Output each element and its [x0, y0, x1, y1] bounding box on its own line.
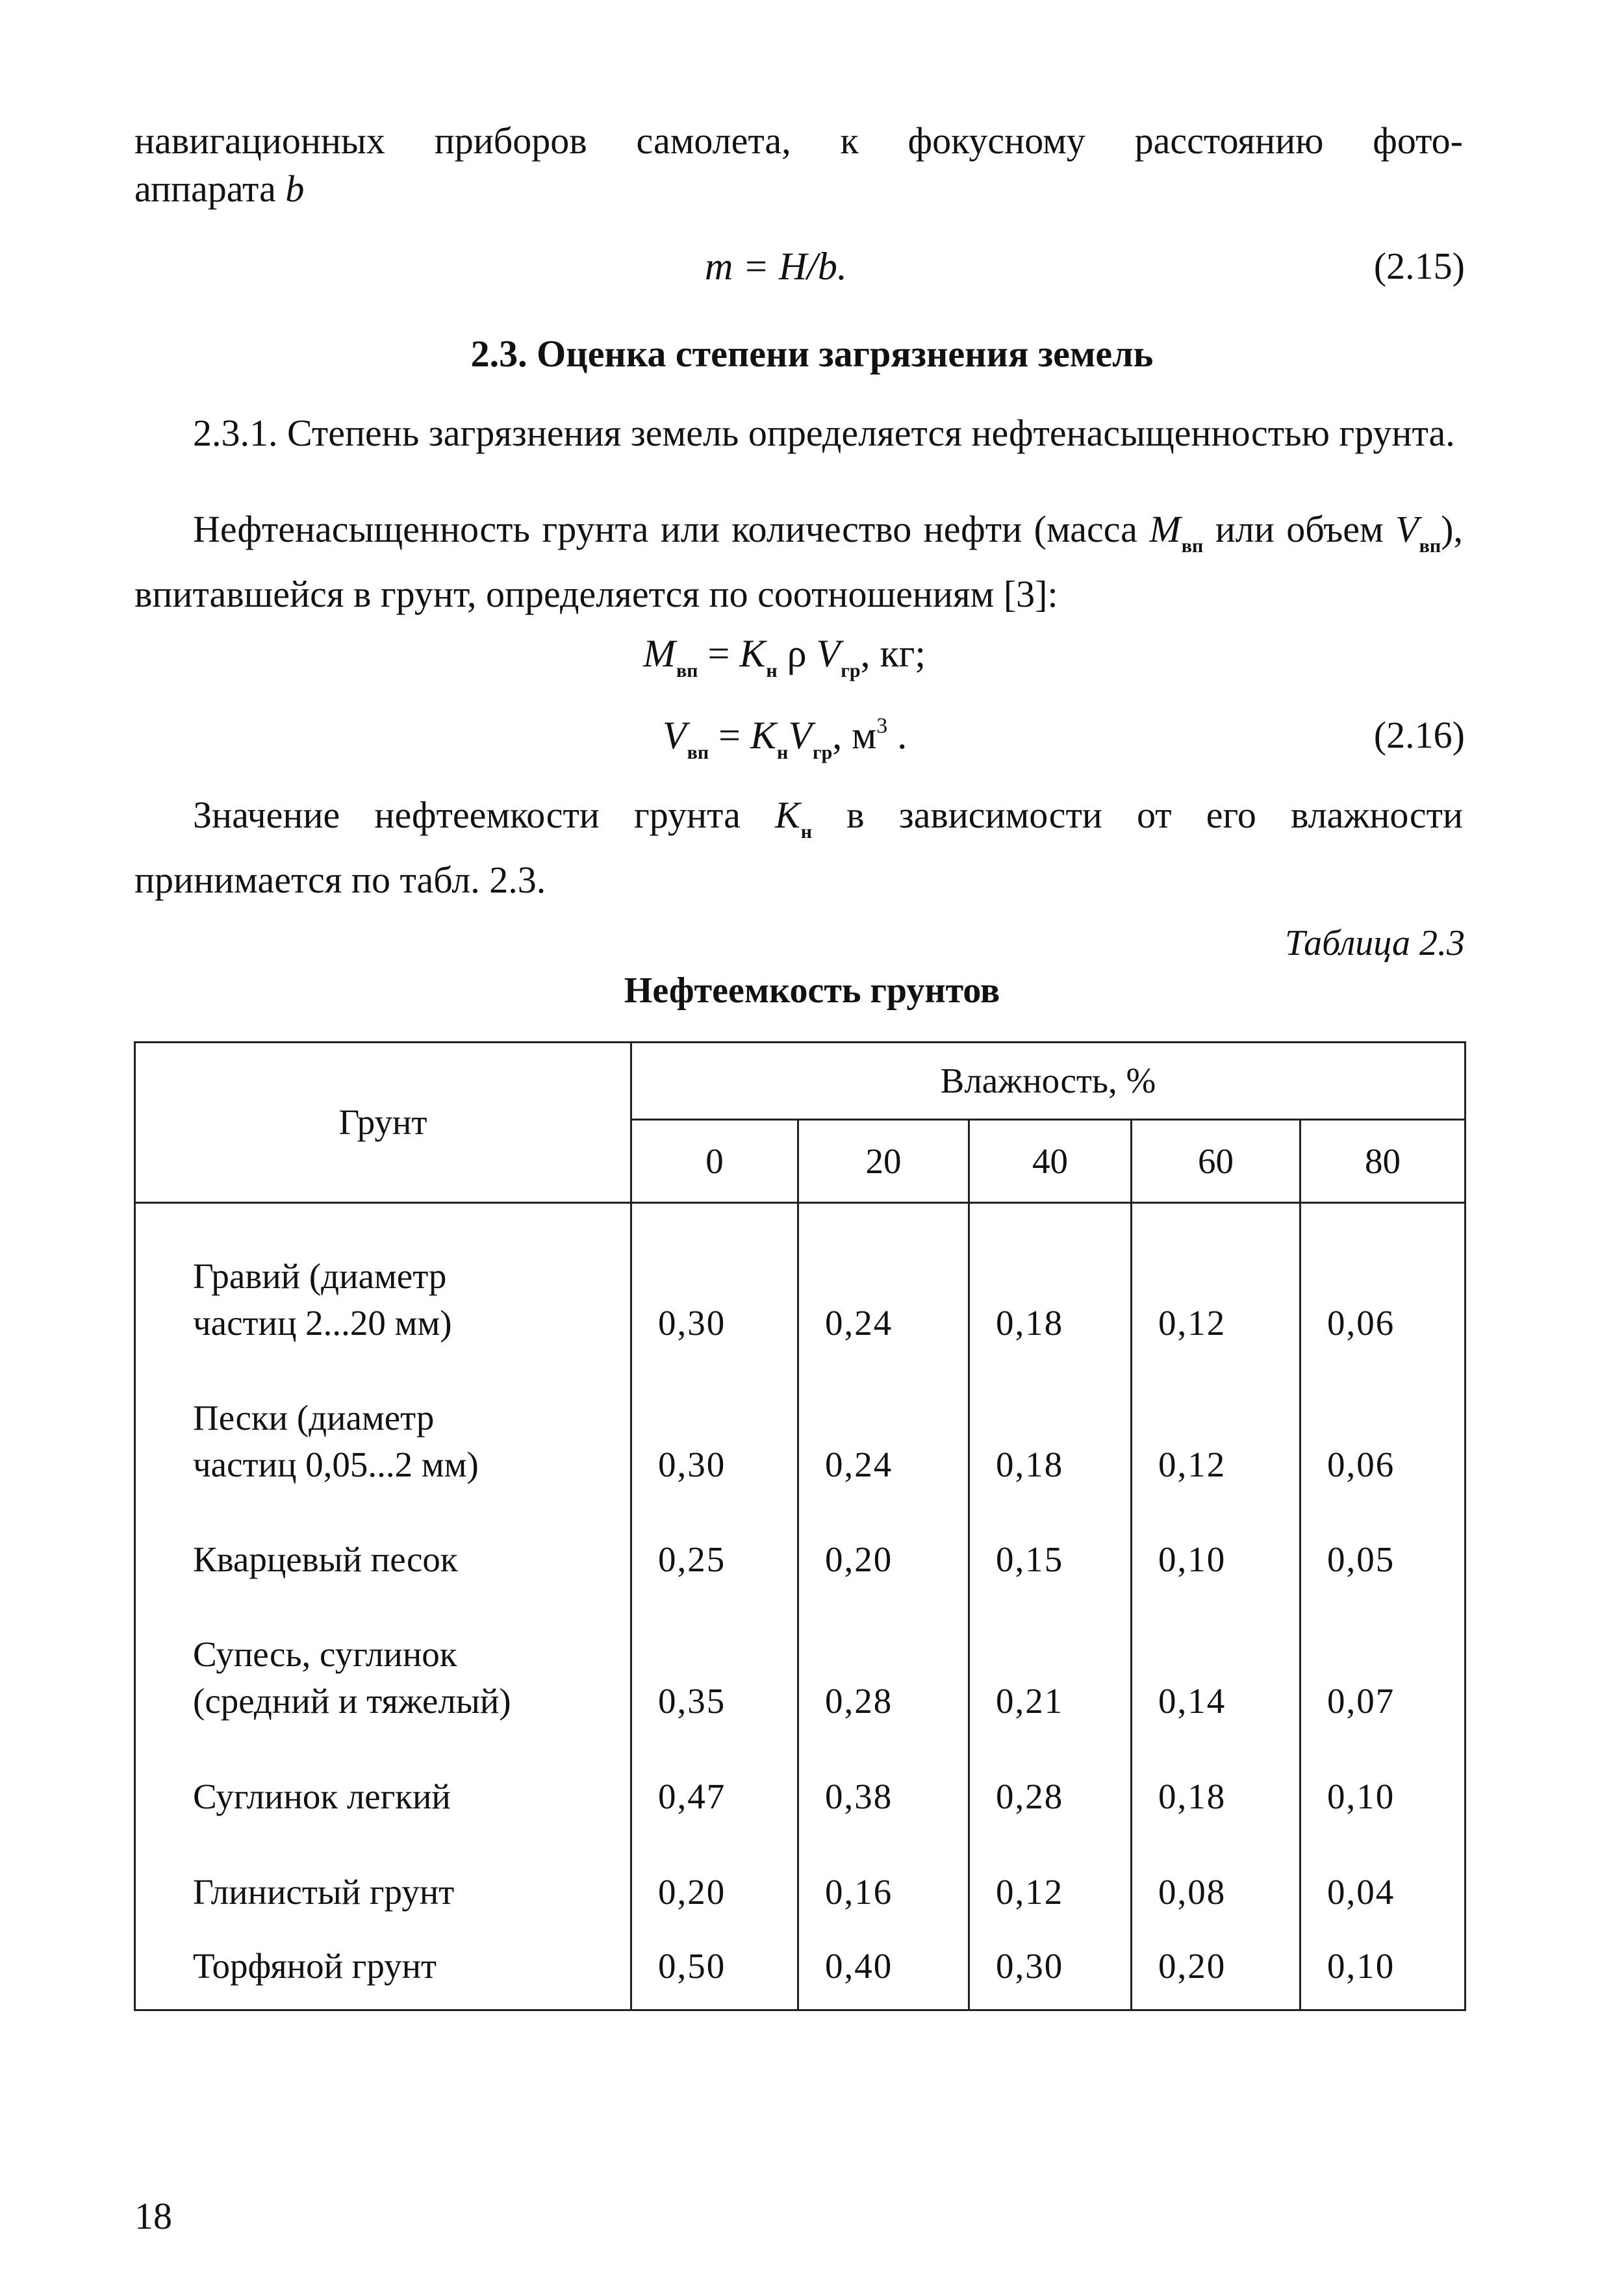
saturation-text-2: или объем	[1203, 508, 1396, 550]
capacity-subscript: н	[800, 821, 812, 842]
value-cell: 0,07	[1300, 1583, 1465, 1724]
value-cell: 0,47	[631, 1725, 798, 1820]
moisture-level-40: 40	[969, 1119, 1132, 1203]
soil-oil-capacity-table	[134, 1041, 1466, 2011]
table-row	[135, 1203, 1465, 1347]
volume-subscript: вп	[1419, 535, 1441, 557]
value-cell: 0,28	[969, 1725, 1132, 1820]
table-row	[135, 1916, 1465, 2010]
soil-name: Торфяной грунт	[135, 1916, 631, 2010]
saturation-text-1: Нефтенасыщенность грунта или количество нефти (масса	[193, 508, 1150, 550]
eq2-end: .	[887, 714, 907, 757]
soil-name-line-1: Супесь, суглинок	[193, 1634, 457, 1674]
capacity-variable: K	[775, 794, 800, 836]
table-title: Нефтеемкость грунтов	[624, 970, 1000, 1011]
value-cell: 0,06	[1300, 1347, 1465, 1488]
paragraph-value	[134, 791, 1463, 904]
volume-variable: V	[1395, 508, 1419, 550]
equation-2-16-line-1	[643, 631, 926, 682]
paragraph-2-3-1-text: 2.3.1. Степень загрязнения земель определяется нефтенасыщенностью грунта.	[193, 412, 1455, 454]
soil-name: Суглинок легкий	[135, 1725, 631, 1820]
equation-number-2-15: (2.15)	[1373, 245, 1465, 287]
header-moisture: Влажность, %	[631, 1043, 1465, 1120]
value-cell: 0,08	[1132, 1820, 1300, 1916]
value-cell: 0,18	[1132, 1725, 1300, 1820]
value-cell: 0,12	[1132, 1203, 1300, 1347]
moisture-level-60: 60	[1132, 1119, 1300, 1203]
table-label: Таблица 2.3	[1285, 923, 1465, 963]
eq1-k: K	[739, 632, 766, 675]
paragraph-saturation	[134, 505, 1463, 618]
soil-name-line-1: Пески (диаметр	[193, 1397, 435, 1438]
header-soil: Грунт	[135, 1043, 631, 1203]
value-cell: 0,04	[1300, 1820, 1465, 1916]
soil-name-line-2: частиц 2...20 мм)	[193, 1303, 452, 1343]
eq2-equals: =	[709, 714, 750, 757]
table-row	[135, 1347, 1465, 1488]
eq1-k-sub: н	[766, 660, 778, 681]
page-number: 18	[134, 2195, 172, 2237]
eq2-unit: , м	[832, 714, 877, 757]
value-cell: 0,05	[1300, 1488, 1465, 1584]
value-cell: 0,24	[798, 1203, 969, 1347]
equation-2-16-line-2	[663, 713, 907, 764]
eq1-lhs-sub: вп	[676, 660, 698, 681]
value-cell: 0,30	[969, 1916, 1132, 2010]
soil-name	[135, 1347, 631, 1488]
eq1-v: V	[816, 632, 841, 675]
value-cell: 0,30	[631, 1347, 798, 1488]
paragraph-intro	[134, 117, 1463, 213]
eq2-unit-sup: 3	[876, 714, 888, 738]
soil-name-line-2: частиц 0,05...2 мм)	[193, 1444, 479, 1484]
mass-variable: M	[1149, 508, 1181, 550]
value-cell: 0,35	[631, 1583, 798, 1724]
eq1-lhs: M	[643, 632, 676, 675]
soil-name-line-2: (средний и тяжелый)	[193, 1680, 511, 1721]
eq2-v-sub: гр	[812, 742, 833, 763]
eq2-k: K	[750, 714, 777, 757]
equation-2-15: m = H/b.	[705, 245, 847, 288]
value-cell: 0,12	[1132, 1347, 1300, 1488]
eq1-equals: =	[698, 632, 740, 675]
value-cell: 0,12	[969, 1820, 1132, 1916]
soil-name	[135, 1203, 631, 1347]
table-row	[135, 1583, 1465, 1724]
paragraph-2-3-1	[134, 409, 1463, 457]
eq1-rho: ρ	[777, 632, 817, 675]
table-row	[135, 1488, 1465, 1584]
value-cell: 0,30	[631, 1203, 798, 1347]
table-row	[135, 1725, 1465, 1820]
value-cell: 0,50	[631, 1916, 798, 2010]
eq2-v: V	[788, 714, 812, 757]
value-text-2: в зависимости от его влажности принимается по табл. 2.3.	[134, 794, 1463, 901]
value-cell: 0,14	[1132, 1583, 1300, 1724]
soil-name: Кварцевый песок	[135, 1488, 631, 1584]
value-cell: 0,10	[1132, 1488, 1300, 1584]
value-cell: 0,16	[798, 1820, 969, 1916]
eq1-unit: , кг;	[860, 632, 926, 675]
value-cell: 0,25	[631, 1488, 798, 1584]
value-cell: 0,38	[798, 1725, 969, 1820]
section-heading: 2.3. Оценка степени загрязнения земель	[470, 333, 1154, 375]
focal-length-variable: b	[285, 168, 305, 210]
mass-subscript: вп	[1181, 535, 1204, 557]
value-cell: 0,24	[798, 1347, 969, 1488]
value-cell: 0,18	[969, 1203, 1132, 1347]
moisture-level-0: 0	[631, 1119, 798, 1203]
intro-line-2-text: аппарата	[134, 168, 286, 210]
eq1-v-sub: гр	[841, 660, 861, 681]
intro-line-2	[134, 165, 1463, 213]
value-cell: 0,20	[798, 1488, 969, 1584]
intro-line-1: навигационных приборов самолета, к фокусному расстоянию фото-	[134, 120, 1463, 162]
saturation-text-3: ), впитавшейся в грунт, определяется по соотношениям [3]:	[134, 508, 1463, 615]
value-cell: 0,20	[631, 1820, 798, 1916]
soil-name: Глинистый грунт	[135, 1820, 631, 1916]
value-cell: 0,06	[1300, 1203, 1465, 1347]
moisture-level-80: 80	[1300, 1119, 1465, 1203]
value-cell: 0,40	[798, 1916, 969, 2010]
moisture-level-20: 20	[798, 1119, 969, 1203]
eq2-lhs: V	[663, 714, 687, 757]
eq2-lhs-sub: вп	[687, 742, 709, 763]
eq2-k-sub: н	[777, 742, 789, 763]
value-cell: 0,20	[1132, 1916, 1300, 2010]
value-cell: 0,21	[969, 1583, 1132, 1724]
value-cell: 0,10	[1300, 1725, 1465, 1820]
value-cell: 0,10	[1300, 1916, 1465, 2010]
soil-name-line-1: Гравий (диаметр	[193, 1256, 447, 1297]
value-cell: 0,18	[969, 1347, 1132, 1488]
value-cell: 0,15	[969, 1488, 1132, 1584]
equation-number-2-16: (2.16)	[1373, 714, 1465, 756]
value-text-1: Значение нефтеемкости грунта	[193, 794, 776, 836]
value-cell: 0,28	[798, 1583, 969, 1724]
table-row	[135, 1820, 1465, 1916]
soil-name	[135, 1583, 631, 1724]
